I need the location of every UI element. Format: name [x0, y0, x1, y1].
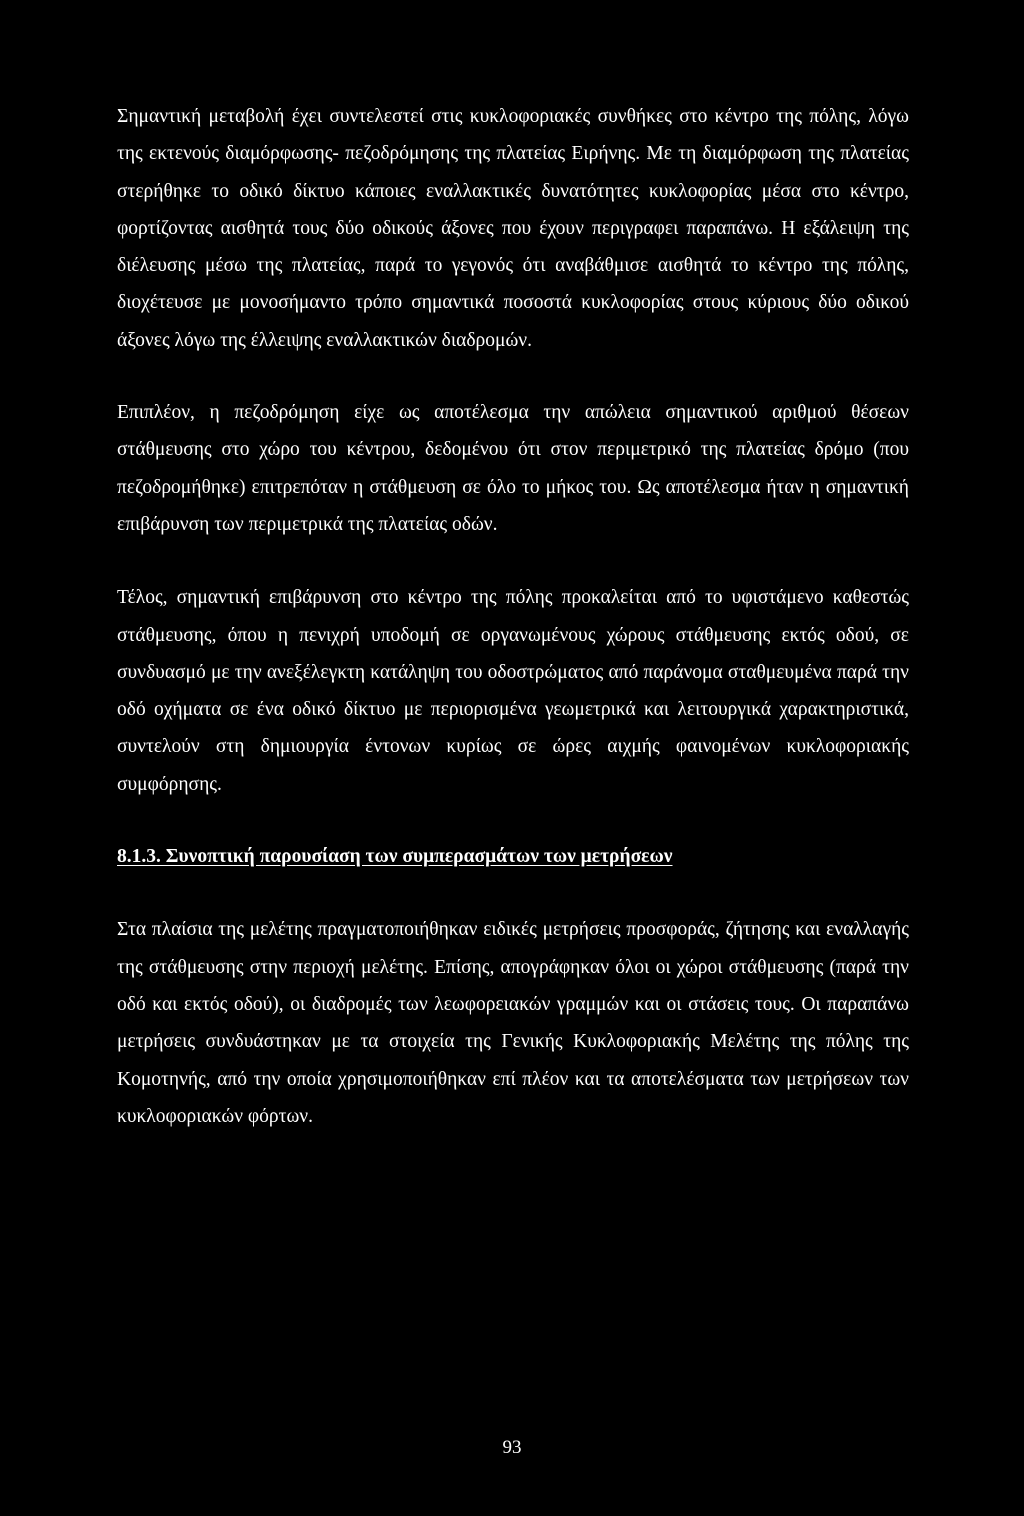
paragraph-measurements: Στα πλαίσια της μελέτης πραγματοποιήθηκαν ειδικές μετρήσεις προσφοράς, ζήτησης και εναλλαγής της στάθμευσης στην περιοχή μελέτης. Επίσης, απογράφηκαν όλοι οι χώροι στάθμευσης (παρά την οδό και εκτός οδού), οι διαδρομές των λεωφορειακών γραμμών και οι στάσεις τους. Οι παραπάνω μετρήσεις συνδυάστηκαν με τα στοιχεία της Γενικής Κυκλοφοριακής Μελέτης της πόλης της Κομοτηνής, από την οποία χρησιμοποιήθηκαν επί πλέον και τα αποτελέσματα των μετρήσεων των κυκλοφοριακών φόρτων.: [117, 919, 909, 1127]
paragraph-traffic-changes: Σημαντική μεταβολή έχει συντελεστεί στις κυκλοφοριακές συνθήκες στο κέντρο της πόλης, λόγω της εκτενούς διαμόρφωσης- πεζοδρόμησης της πλατείας Ειρήνης. Με τη διαμόρφωση της πλατείας στερήθηκε το οδικό δίκτυο κάποιες εναλλακτικές δυνατότητες κυκλοφορίας μέσα στο κέντρο, φορτίζοντας αισθητά τους δύο οδικούς άξονες που έχουν περιγραφει παραπάνω. Η εξάλειψη της διέλευσης μέσω της πλατείας, παρά το γεγονός ότι αναβάθμισε αισθητά το κέντρο της πόλης, διοχέτευσε με μονοσήμαντο τρόπο σημαντικά ποσοστά κυκλοφορίας στους κύριους δύο οδικού άξονες λόγω της έλλειψης εναλλακτικών διαδρομών.: [117, 106, 909, 351]
paragraph-parking-burden: Τέλος, σημαντική επιβάρυνση στο κέντρο της πόλης προκαλείται από το υφιστάμενο καθεστώς στάθμευσης, όπου η πενιχρή υποδομή σε οργανωμένους χώρους στάθμευσης εκτός οδού, σε συνδυασμό με την ανεξέλεγκτη κατάληψη του οδοστρώματος από παράνομα σταθμευμένα παρά την οδό οχήματα σε ένα οδικό δίκτυο με περιορισμένα γεωμετρικά και λειτουργικά χαρακτηριστικά, συντελούν στη δημιουργία έντονων κυρίως σε ώρες αιχμής φαινομένων κυκλοφοριακής συμφόρησης.: [117, 587, 909, 795]
page-number: 93: [502, 1437, 522, 1458]
section-heading: 8.1.3. Συνοπτική παρουσίαση των συμπερασμάτων των μετρήσεων: [117, 846, 673, 868]
document-page: [117, 98, 909, 1135]
paragraph-parking-loss: Επιπλέον, η πεζοδρόμηση είχε ως αποτέλεσμα την απώλεια σημαντικού αριθμού θέσεων στάθμευσης στο χώρο του κέντρου, δεδομένου ότι στον περιμετρικό της πλατείας δρόμο (που πεζοδρομήθηκε) επιτρεπόταν η στάθμευση σε όλο το μήκος του. Ως αποτέλεσμα ήταν η σημαντική επιβάρυνση των περιμετρικά της πλατείας οδών.: [117, 402, 909, 535]
